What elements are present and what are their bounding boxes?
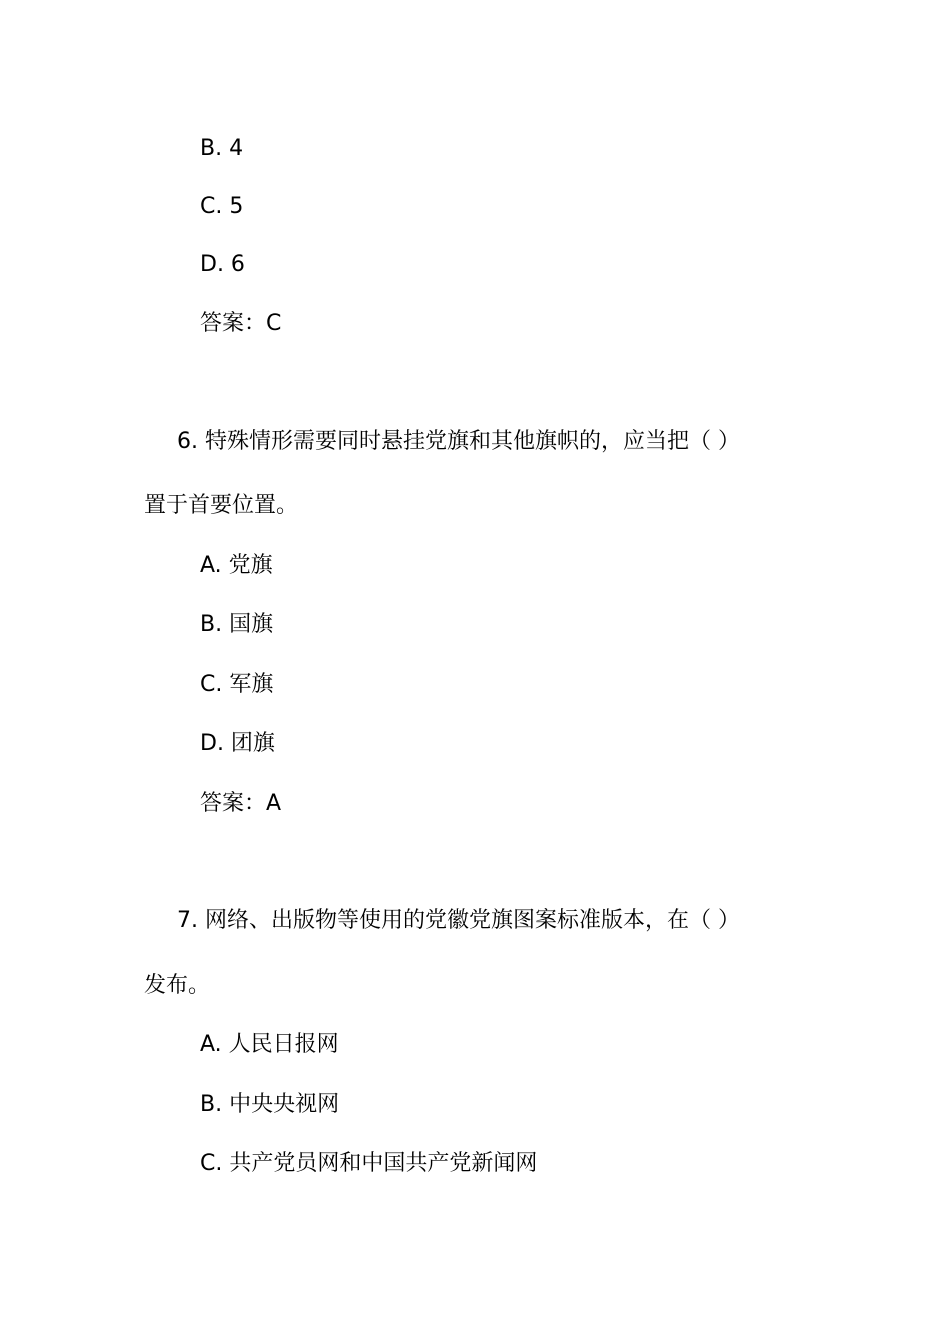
q5-answer: 答案：C	[200, 311, 282, 336]
q7-option-b: B. 中央央视网	[200, 1092, 340, 1117]
q7-stem-line1: 7. 网络、出版物等使用的党徽党旗图案标准版本，在（ ）	[177, 908, 740, 933]
q5-option-d: D. 6	[200, 252, 245, 277]
q6-option-d: D. 团旗	[200, 731, 275, 756]
q7-stem-line2: 发布。	[144, 973, 211, 998]
q6-option-c: C. 军旗	[200, 672, 274, 697]
q7-option-a: A. 人民日报网	[200, 1032, 339, 1057]
q5-option-c: C. 5	[200, 194, 244, 219]
q6-option-a: A. 党旗	[200, 553, 273, 578]
q6-option-b: B. 国旗	[200, 612, 274, 637]
q5-option-b: B. 4	[200, 136, 244, 161]
q7-option-c: C. 共产党员网和中国共产党新闻网	[200, 1151, 538, 1176]
q6-stem-line2: 置于首要位置。	[144, 493, 299, 518]
q6-answer: 答案：A	[200, 791, 282, 816]
q6-stem-line1: 6. 特殊情形需要同时悬挂党旗和其他旗帜的，应当把（ ）	[177, 429, 740, 454]
